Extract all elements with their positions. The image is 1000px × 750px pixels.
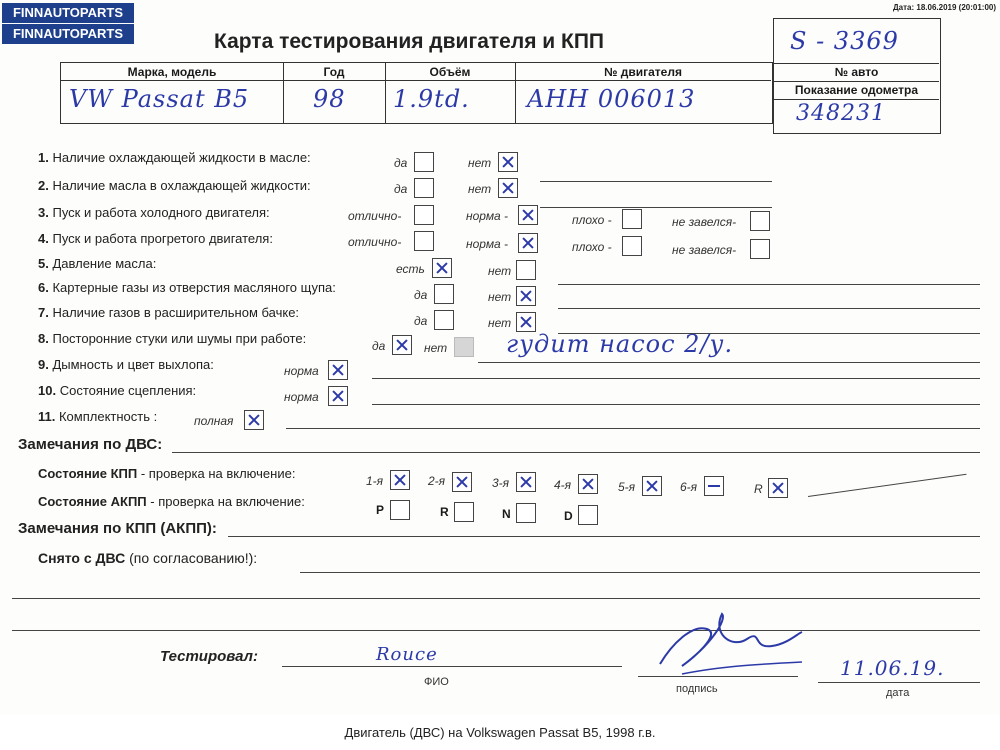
tested-by-label: Тестировал: xyxy=(160,648,258,665)
page-title: Карта тестирования двигателя и КПП xyxy=(214,30,605,53)
q4-norma-label: норма - xyxy=(466,237,509,251)
q9-norma-label: норма xyxy=(284,364,319,378)
q8-da-checkbox[interactable] xyxy=(392,335,412,355)
finnautoparts-logo: FINNAUTOPARTS xyxy=(2,3,134,23)
q9-norma-checkbox[interactable] xyxy=(328,360,348,380)
q2-da-label: да xyxy=(394,182,408,196)
q10-norma-label: норма xyxy=(284,390,319,404)
date-label: дата xyxy=(886,687,910,699)
q6-da-checkbox[interactable] xyxy=(434,284,454,304)
gear-6-checkbox[interactable] xyxy=(704,476,724,496)
kpp-check-label: Состояние КПП - проверка на включение: xyxy=(38,466,296,481)
q7-da-checkbox[interactable] xyxy=(434,310,454,330)
finnautoparts-logo-2: FINNAUTOPARTS xyxy=(2,24,134,44)
q6-net-label: нет xyxy=(488,290,512,304)
akpp-r-checkbox[interactable] xyxy=(454,502,474,522)
gear-3-checkbox[interactable] xyxy=(516,472,536,492)
engine-value: AHH 006013 xyxy=(527,85,696,113)
akpp-p-label: P xyxy=(376,503,385,517)
auto-number-value: S - 3369 xyxy=(790,27,899,55)
kpp-remarks-label: Замечания по КПП (АКПП): xyxy=(18,520,217,537)
date-stamp: Дата: 18.06.2019 (20:01:00) xyxy=(892,3,996,12)
q5-net-label: нет xyxy=(488,264,512,278)
dvs-remarks-label: Замечания по ДВС: xyxy=(18,436,163,453)
volume-label: Объём xyxy=(385,63,515,81)
question-8: 8. Посторонние стуки или шумы при работе: xyxy=(38,331,307,346)
q8-net-label: нет xyxy=(424,341,448,355)
q2-da-checkbox[interactable] xyxy=(414,178,434,198)
gear-r-checkbox[interactable] xyxy=(768,478,788,498)
volume-value: 1.9td. xyxy=(393,85,470,113)
question-4: 4. Пуск и работа прогретого двигателя: xyxy=(38,231,273,246)
q8-da-label: да xyxy=(372,339,386,353)
q3-ploho-label: плохо - xyxy=(572,213,612,227)
q2-net-label: нет xyxy=(468,182,492,196)
signature xyxy=(652,604,812,684)
q6-net-checkbox[interactable] xyxy=(516,286,536,306)
q3-norma-label: норма - xyxy=(466,209,509,223)
question-1: 1. Наличие охлаждающей жидкости в масле: xyxy=(38,150,311,165)
odometer-value: 348231 xyxy=(796,101,886,126)
akpp-p-checkbox[interactable] xyxy=(390,500,410,520)
q8-handwritten-note: гудит насос 2/у. xyxy=(506,330,734,358)
vehicle-header-table xyxy=(60,62,773,124)
question-7: 7. Наличие газов в расширительном бачке: xyxy=(38,305,300,320)
q1-da-checkbox[interactable] xyxy=(414,152,434,172)
question-9: 9. Дымность и цвет выхлопа: xyxy=(38,357,214,372)
q3-ne-zavelsya-checkbox[interactable] xyxy=(750,211,770,231)
gear-1-checkbox[interactable] xyxy=(390,470,410,490)
q3-otlichno-label: отлично- xyxy=(348,209,402,223)
akpp-d-label: D xyxy=(564,509,573,523)
q4-ne-zavelsya-checkbox[interactable] xyxy=(750,239,770,259)
gear-2-label: 2-я xyxy=(428,474,446,488)
question-11: 11. Комплектность : xyxy=(38,409,158,424)
make-label: Марка, модель xyxy=(61,63,283,81)
gear-5-checkbox[interactable] xyxy=(642,476,662,496)
gear-2-checkbox[interactable] xyxy=(452,472,472,492)
question-5: 5. Давление масла: xyxy=(38,256,157,271)
q5-est-label: есть xyxy=(396,262,425,276)
q11-polnaya-checkbox[interactable] xyxy=(244,410,264,430)
q3-ploho-checkbox[interactable] xyxy=(622,209,642,229)
make-value: VW Passat B5 xyxy=(69,85,250,113)
gear-r-label: R xyxy=(754,482,763,496)
akpp-n-label: N xyxy=(502,507,511,521)
q4-norma-checkbox[interactable] xyxy=(518,233,538,253)
gear-1-label: 1-я xyxy=(366,474,384,488)
question-2: 2. Наличие масла в охлаждающей жидкости: xyxy=(38,178,311,193)
q10-norma-checkbox[interactable] xyxy=(328,386,348,406)
q3-otlichno-checkbox[interactable] xyxy=(414,205,434,225)
question-10: 10. Состояние сцепления: xyxy=(38,383,197,398)
q2-net-checkbox[interactable] xyxy=(498,178,518,198)
engine-label: № двигателя xyxy=(515,63,771,81)
q7-net-checkbox[interactable] xyxy=(516,312,536,332)
akpp-d-checkbox[interactable] xyxy=(578,505,598,525)
q5-est-checkbox[interactable] xyxy=(432,258,452,278)
question-6: 6. Картерные газы из отверстия масляного щупа: xyxy=(38,280,336,295)
q4-otlichno-label: отлично- xyxy=(348,235,402,249)
gear-4-label: 4-я xyxy=(554,478,572,492)
q11-polnaya-label: полная xyxy=(194,414,234,428)
q8-net-checkbox[interactable] xyxy=(454,337,474,357)
akpp-n-checkbox[interactable] xyxy=(516,503,536,523)
q1-net-checkbox[interactable] xyxy=(498,152,518,172)
gear-3-label: 3-я xyxy=(492,476,510,490)
signature-label: подпись xyxy=(676,683,718,695)
q4-otlichno-checkbox[interactable] xyxy=(414,231,434,251)
image-caption: Двигатель (ДВС) на Volkswagen Passat B5, 1998 г.в. xyxy=(344,725,656,740)
gear-4-checkbox[interactable] xyxy=(578,474,598,494)
q7-da-label: да xyxy=(414,314,428,328)
auto-number-label: № авто xyxy=(834,65,879,79)
date-value: 11.06.19. xyxy=(840,656,945,680)
tested-by-value: Rouce xyxy=(376,644,438,665)
q3-ne-zavelsya-label: не завелся- xyxy=(672,215,737,229)
question-3: 3. Пуск и работа холодного двигателя: xyxy=(38,205,270,220)
fio-label: ФИО xyxy=(424,676,449,688)
q3-norma-checkbox[interactable] xyxy=(518,205,538,225)
q4-ne-zavelsya-label: не завелся- xyxy=(672,243,737,257)
gear-6-label: 6-я xyxy=(680,480,698,494)
q7-net-label: нет xyxy=(488,316,512,330)
q5-net-checkbox[interactable] xyxy=(516,260,536,280)
q1-net-label: нет xyxy=(468,156,492,170)
gear-5-label: 5-я xyxy=(618,480,636,494)
akpp-check-label: Состояние АКПП - проверка на включение: xyxy=(38,494,305,509)
q4-ploho-checkbox[interactable] xyxy=(622,236,642,256)
q1-da-label: да xyxy=(394,156,408,170)
year-label: Год xyxy=(283,63,385,81)
auto-number-box xyxy=(773,18,941,134)
odometer-label: Показание одометра xyxy=(794,83,919,97)
year-value: 98 xyxy=(313,85,346,113)
removed-from-dvs-label: Снято с ДВС (по согласованию!): xyxy=(38,550,258,566)
akpp-r-label: R xyxy=(440,505,449,519)
q4-ploho-label: плохо - xyxy=(572,240,612,254)
q6-da-label: да xyxy=(414,288,428,302)
